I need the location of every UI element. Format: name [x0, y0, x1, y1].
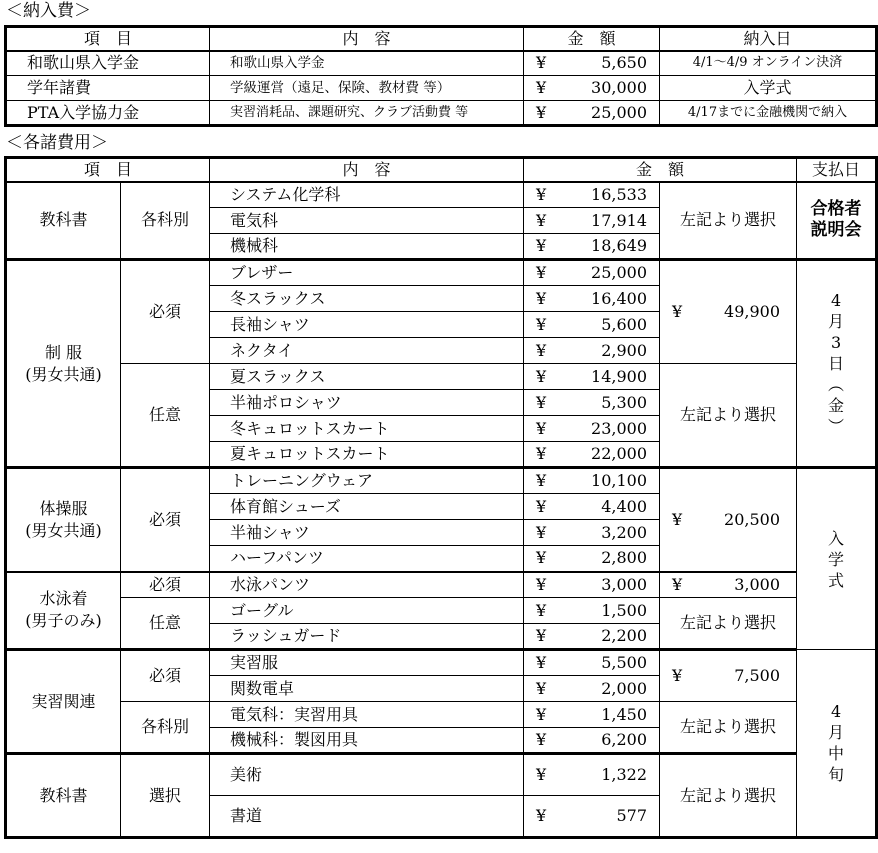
- yen-sign: ¥: [536, 678, 547, 698]
- row-amount: [524, 598, 660, 624]
- amount-value: 1,500: [601, 600, 648, 620]
- payday: [797, 182, 877, 260]
- subtotal-amount: [660, 260, 797, 364]
- amount-value: 3,000: [734, 574, 781, 594]
- table-row: [6, 650, 877, 676]
- group-item-note: (男子のみ): [25, 611, 102, 631]
- table-row: [6, 76, 877, 101]
- row-amount: [524, 101, 660, 126]
- amount-value: 18,649: [591, 236, 648, 255]
- row-content: 体育館シューズ: [210, 494, 524, 520]
- row-content: 機械科: [210, 234, 524, 260]
- row-content: 機械科：製図用具: [210, 728, 524, 754]
- amount-value: 6,200: [601, 730, 648, 749]
- group-sub: 必須: [121, 260, 210, 364]
- payday-char: 月: [828, 312, 845, 331]
- amount-value: 1,322: [601, 765, 648, 784]
- table-row: [6, 182, 877, 208]
- group-sub: 各科別: [121, 182, 210, 260]
- row-amount: [524, 702, 660, 728]
- amount-value: 1,450: [601, 704, 648, 724]
- payday-char: 式: [828, 570, 845, 590]
- payday-char: ︵: [828, 375, 845, 394]
- yen-sign: ¥: [536, 704, 547, 724]
- amount-value: 5,650: [601, 53, 647, 73]
- amount-value: 17,914: [591, 210, 648, 230]
- payday-line: 合格者: [810, 199, 862, 220]
- row-content: 水泳パンツ: [210, 572, 524, 598]
- yen-sign: ¥: [536, 765, 547, 784]
- payday-char: 学: [828, 549, 845, 569]
- yen-sign: ¥: [536, 626, 547, 645]
- row-content: 実習服: [210, 650, 524, 676]
- row-amount: [524, 650, 660, 676]
- table-row: [6, 364, 877, 390]
- row-content: 学級運営（遠足、保険、教材費 等）: [210, 76, 524, 101]
- row-content: 電気科: [210, 208, 524, 234]
- select-note: 左記より選択: [660, 702, 797, 754]
- payday: [797, 260, 877, 468]
- row-amount: [524, 76, 660, 101]
- payday-char: 4: [830, 291, 842, 310]
- subtotal-amount: [660, 650, 797, 702]
- group-item: 教科書: [6, 754, 121, 838]
- group-item: [6, 260, 121, 468]
- row-amount: [524, 364, 660, 390]
- table-row: [6, 598, 877, 624]
- amount-value: 25,000: [591, 263, 648, 282]
- row-amount: [524, 312, 660, 338]
- group-sub: 必須: [121, 650, 210, 702]
- payday-char: 3: [830, 333, 842, 352]
- yen-sign: ¥: [536, 263, 547, 282]
- yen-sign: ¥: [536, 418, 547, 438]
- amount-value: 4,400: [601, 496, 648, 516]
- yen-sign: ¥: [536, 600, 547, 620]
- yen-sign: ¥: [536, 444, 547, 463]
- header-item: 項 目: [6, 27, 210, 51]
- select-note: 左記より選択: [660, 182, 797, 260]
- group-item-note: (男女共通): [25, 520, 102, 540]
- row-amount: [524, 676, 660, 702]
- fees-table: [4, 25, 878, 127]
- table-row: [6, 754, 877, 796]
- row-content: 半袖ポロシャツ: [210, 390, 524, 416]
- amount-value: 2,200: [601, 626, 648, 645]
- amount-value: 2,000: [601, 678, 648, 698]
- payday-char: ︶: [828, 417, 845, 436]
- amount-value: 30,000: [591, 78, 647, 97]
- row-content: 半袖シャツ: [210, 520, 524, 546]
- yen-sign: ¥: [536, 314, 547, 334]
- group-item-label: 制 服: [44, 342, 83, 362]
- row-date: 4/17までに金融機関で納入: [660, 101, 877, 126]
- payday-char: 旬: [828, 765, 845, 784]
- row-content: ブレザー: [210, 260, 524, 286]
- yen-sign: ¥: [536, 78, 547, 97]
- row-item: 和歌山県入学金: [6, 51, 210, 76]
- amount-value: 5,500: [601, 653, 648, 672]
- row-content: 実習消耗品、課題研究、クラブ活動費 等: [210, 101, 524, 126]
- yen-sign: ¥: [536, 210, 547, 230]
- group-sub: 任意: [121, 598, 210, 650]
- row-content: ラッシュガード: [210, 624, 524, 650]
- table-row: [6, 51, 877, 76]
- payday-char: 4: [830, 702, 842, 721]
- yen-sign: ¥: [536, 53, 547, 73]
- row-amount: [524, 208, 660, 234]
- row-item: PTA入学協力金: [6, 101, 210, 126]
- row-date: 4/1〜4/9 オンライン決済: [660, 51, 877, 76]
- amount-value: 16,400: [591, 288, 648, 308]
- group-sub: 任意: [121, 364, 210, 468]
- row-content: 冬キュロットスカート: [210, 416, 524, 442]
- yen-sign: ¥: [672, 302, 683, 321]
- row-content: システム化学科: [210, 182, 524, 208]
- payday-char: 金: [828, 396, 845, 415]
- row-amount: [524, 51, 660, 76]
- amount-value: 23,000: [591, 418, 648, 438]
- row-amount: [524, 572, 660, 598]
- table-row: [6, 101, 877, 126]
- yen-sign: ¥: [536, 730, 547, 749]
- header-item: 項 目: [6, 158, 210, 182]
- row-content: 冬スラックス: [210, 286, 524, 312]
- yen-sign: ¥: [536, 653, 547, 672]
- group-item: [6, 468, 121, 572]
- group-item: 教科書: [6, 182, 121, 260]
- amount-value: 5,600: [601, 314, 648, 334]
- amount-value: 14,900: [591, 366, 648, 386]
- row-item: 学年諸費: [6, 76, 210, 101]
- amount-value: 3,200: [601, 522, 648, 542]
- row-date: 入学式: [660, 76, 877, 101]
- amount-value: 25,000: [591, 102, 647, 122]
- row-content: ハーフパンツ: [210, 546, 524, 572]
- row-amount: [524, 260, 660, 286]
- group-sub: 必須: [121, 468, 210, 572]
- yen-sign: ¥: [672, 666, 683, 685]
- row-content: 書道: [210, 796, 524, 838]
- row-amount: [524, 728, 660, 754]
- subtotal-amount: [660, 468, 797, 572]
- header-content: 内 容: [210, 27, 524, 51]
- header-amount: 金 額: [524, 158, 797, 182]
- amount-value: 2,900: [601, 340, 648, 360]
- header-payday: 支払日: [797, 158, 877, 182]
- row-amount: [524, 754, 660, 796]
- amount-value: 3,000: [601, 574, 648, 594]
- yen-sign: ¥: [536, 236, 547, 255]
- subtotal-amount: [660, 572, 797, 598]
- row-amount: [524, 546, 660, 572]
- amount-value: 7,500: [734, 666, 781, 685]
- row-content: 夏スラックス: [210, 364, 524, 390]
- row-amount: [524, 390, 660, 416]
- header-amount: 金 額: [524, 27, 660, 51]
- row-amount: [524, 468, 660, 494]
- payday: [797, 468, 877, 650]
- section-title-fees: ＜納入費＞: [6, 1, 91, 21]
- row-content: トレーニングウェア: [210, 468, 524, 494]
- row-amount: [524, 416, 660, 442]
- yen-sign: ¥: [536, 806, 547, 825]
- yen-sign: ¥: [672, 574, 683, 594]
- row-amount: [524, 796, 660, 838]
- yen-sign: ¥: [536, 366, 547, 386]
- amount-value: 5,300: [601, 392, 648, 412]
- group-sub: 必須: [121, 572, 210, 598]
- yen-sign: ¥: [536, 288, 547, 308]
- costs-table: [4, 156, 878, 839]
- table-row: [6, 260, 877, 286]
- payday-char: 中: [828, 744, 845, 763]
- yen-sign: ¥: [536, 102, 547, 122]
- row-content: 関数電卓: [210, 676, 524, 702]
- amount-value: 577: [616, 806, 648, 825]
- row-amount: [524, 442, 660, 468]
- table-header-row: [6, 27, 877, 51]
- yen-sign: ¥: [536, 471, 547, 490]
- payday-char: 日: [828, 354, 845, 373]
- amount-value: 16,533: [591, 184, 648, 204]
- yen-sign: ¥: [536, 184, 547, 204]
- group-item-label: 体操服: [39, 498, 88, 518]
- select-note: 左記より選択: [660, 364, 797, 468]
- amount-value: 20,500: [724, 509, 781, 529]
- amount-value: 49,900: [724, 302, 781, 321]
- row-content: 夏キュロットスカート: [210, 442, 524, 468]
- select-note: 左記より選択: [660, 598, 797, 650]
- amount-value: 2,800: [601, 548, 648, 568]
- yen-sign: ¥: [536, 496, 547, 516]
- table-header-row: [6, 158, 877, 182]
- section-title-costs: ＜各諸費用＞: [6, 133, 108, 153]
- amount-value: 10,100: [591, 471, 648, 490]
- table-row: [6, 468, 877, 494]
- row-amount: [524, 494, 660, 520]
- amount-value: 22,000: [591, 444, 648, 463]
- group-item: 実習関連: [6, 650, 121, 754]
- header-date: 納入日: [660, 27, 877, 51]
- payday: [797, 650, 877, 838]
- yen-sign: ¥: [536, 340, 547, 360]
- row-amount: [524, 624, 660, 650]
- row-content: ネクタイ: [210, 338, 524, 364]
- row-content: ゴーグル: [210, 598, 524, 624]
- yen-sign: ¥: [536, 574, 547, 594]
- row-amount: [524, 182, 660, 208]
- yen-sign: ¥: [536, 522, 547, 542]
- group-item: [6, 572, 121, 650]
- table-row: [6, 702, 877, 728]
- row-content: 電気科：実習用具: [210, 702, 524, 728]
- yen-sign: ¥: [536, 392, 547, 412]
- row-amount: [524, 234, 660, 260]
- payday-char: 入: [828, 528, 845, 548]
- table-row: [6, 572, 877, 598]
- yen-sign: ¥: [672, 509, 683, 529]
- row-amount: [524, 286, 660, 312]
- group-item-note: (男女共通): [25, 364, 102, 384]
- row-content: 和歌山県入学金: [210, 51, 524, 76]
- group-sub: 各科別: [121, 702, 210, 754]
- row-content: 美術: [210, 754, 524, 796]
- row-amount: [524, 338, 660, 364]
- row-amount: [524, 520, 660, 546]
- row-content: 長袖シャツ: [210, 312, 524, 338]
- header-content: 内 容: [210, 158, 524, 182]
- yen-sign: ¥: [536, 548, 547, 568]
- group-sub: 選択: [121, 754, 210, 838]
- payday-line: 説明会: [810, 220, 862, 241]
- payday-char: 月: [828, 723, 845, 742]
- select-note: 左記より選択: [660, 754, 797, 838]
- group-item-label: 水泳着: [39, 589, 88, 609]
